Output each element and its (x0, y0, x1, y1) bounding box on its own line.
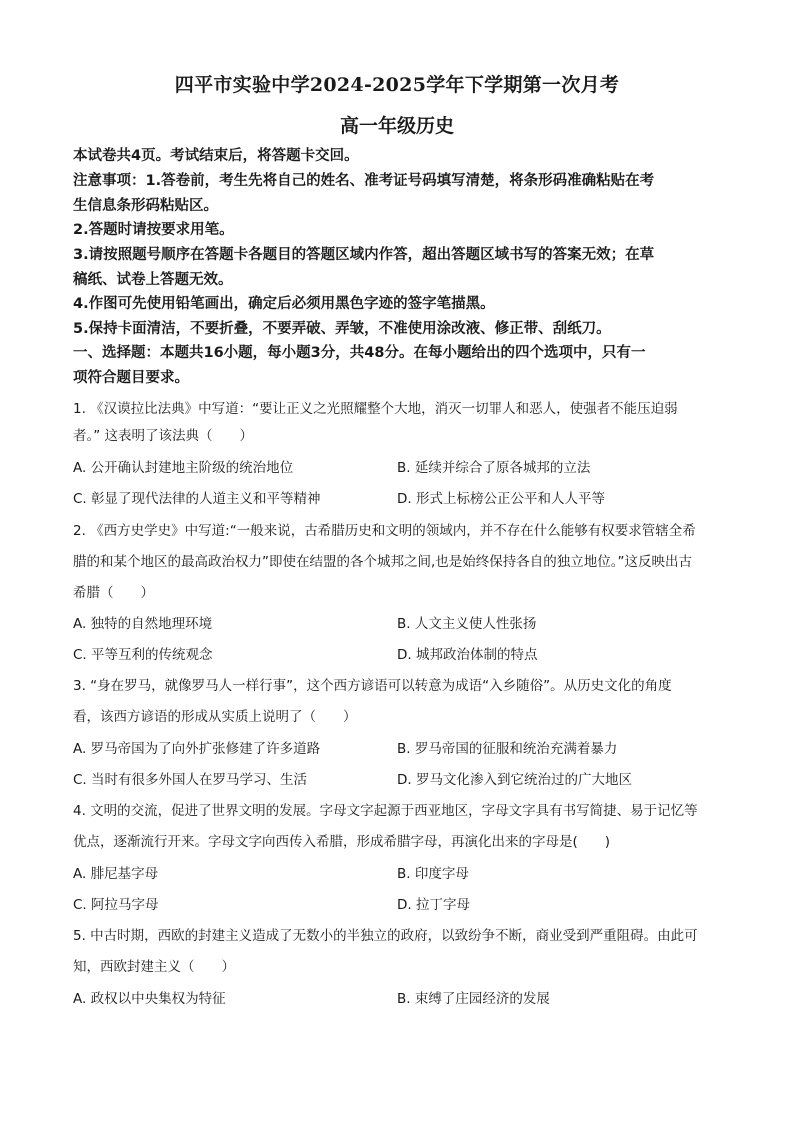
option-b: B. 印度字母 (397, 866, 469, 882)
option-b: B. 延续并综合了原各城邦的立法 (397, 460, 591, 476)
option-d: D. 拉丁字母 (397, 897, 470, 913)
option-a: A. 公开确认封建地主阶级的统治地位 (73, 460, 294, 476)
question-stem: 优点，逐渐流行开来。字母文字向西传入希腊，形成希腊字母，再演化出来的字母是( ) (73, 834, 611, 850)
question-stem: 5. 中古时期，西欧的封建主义造成了无数小的半独立的政府，以致纷争不断，商业受到严重阻碍。由此可 (73, 928, 698, 944)
question-stem: 1. 《汉谟拉比法典》中写道：“要让正义之光照耀整个大地，消灭一切罪人和恶人，使强者不能压迫弱 (73, 401, 678, 417)
instruction-line: 注意事项：1.答卷前，考生先将自己的姓名、准考证号码填写清楚，将条形码准确粘贴在考 (73, 173, 655, 189)
instruction-line: 5.保持卡面清洁，不要折叠，不要弄破、弄皱，不准使用涂改液、修正带、刮纸刀。 (73, 321, 611, 337)
instruction-line: 3.请按照题号顺序在答题卡各题目的答题区域内作答，超出答题区域书写的答案无效；在草 (73, 247, 655, 263)
option-d: D. 城邦政治体制的特点 (397, 647, 538, 663)
question-stem: 知，西欧封建主义（ ） (73, 959, 235, 975)
option-c: C. 彰显了现代法律的人道主义和平等精神 (73, 491, 321, 507)
instruction-line: 本试卷共4页。考试结束后，将答题卡交回。 (73, 148, 359, 164)
exam-title: 四平市实验中学2024-2025学年下学期第一次月考 (174, 74, 620, 96)
instruction-line: 2.答题时请按要求用笔。 (73, 222, 234, 238)
option-b: B. 束缚了庄园经济的发展 (397, 991, 550, 1007)
option-c: C. 阿拉马字母 (73, 897, 159, 913)
question-stem: 4. 文明的交流，促进了世界文明的发展。字母文字起源于西亚地区，字母文字具有书写简捷、易于记忆等 (73, 803, 698, 819)
option-a: A. 罗马帝国为了向外扩张修建了许多道路 (73, 741, 321, 757)
option-b: B. 罗马帝国的征服和统治充满着暴力 (397, 741, 618, 757)
instruction-line: 生信息条形码粘贴区。 (73, 198, 218, 214)
question-stem: 3. “身在罗马，就像罗马人一样行事”，这个西方谚语可以转意为成语“入乡随俗”。从历史文化的角度 (73, 678, 672, 694)
option-a: A. 政权以中央集权为特征 (73, 991, 226, 1007)
option-c: C. 平等互利的传统观念 (73, 647, 213, 663)
option-b: B. 人文主义使人性张扬 (397, 616, 537, 632)
question-stem: 看，该西方谚语的形成从实质上说明了（ ） (73, 709, 357, 725)
option-a: A. 腓尼基字母 (73, 866, 159, 882)
option-d: D. 罗马文化渗入到它统治过的广大地区 (397, 772, 632, 788)
question-stem: 希腊（ ） (73, 585, 154, 601)
instruction-line: 4.作图可先使用铅笔画出，确定后必须用黑色字迹的签字笔描黑。 (73, 296, 495, 312)
question-stem: 腊的和某个地区的最高政治权力”即使在结盟的各个城邦之间,也是始终保持各自的独立地位。”这反映出古 (73, 554, 693, 570)
section-heading: 项符合题目要求。 (73, 370, 189, 386)
option-a: A. 独特的自然地理环境 (73, 616, 213, 632)
exam-subtitle: 高一年级历史 (339, 115, 454, 137)
question-stem: 2. 《西方史学史》中写道:“一般来说，古希腊历史和文明的领域内，并不存在什么能够有权要求管辖全希 (73, 523, 696, 539)
option-d: D. 形式上标榜公正公平和人人平等 (397, 491, 605, 507)
section-heading: 一、选择题：本题共16小题，每小题3分，共48分。在每小题给出的四个选项中，只有一 (73, 345, 646, 361)
instruction-line: 稿纸、试卷上答题无效。 (73, 272, 233, 288)
question-stem: 者。” 这表明了该法典（ ） (73, 428, 254, 444)
option-c: C. 当时有很多外国人在罗马学习、生活 (73, 772, 308, 788)
